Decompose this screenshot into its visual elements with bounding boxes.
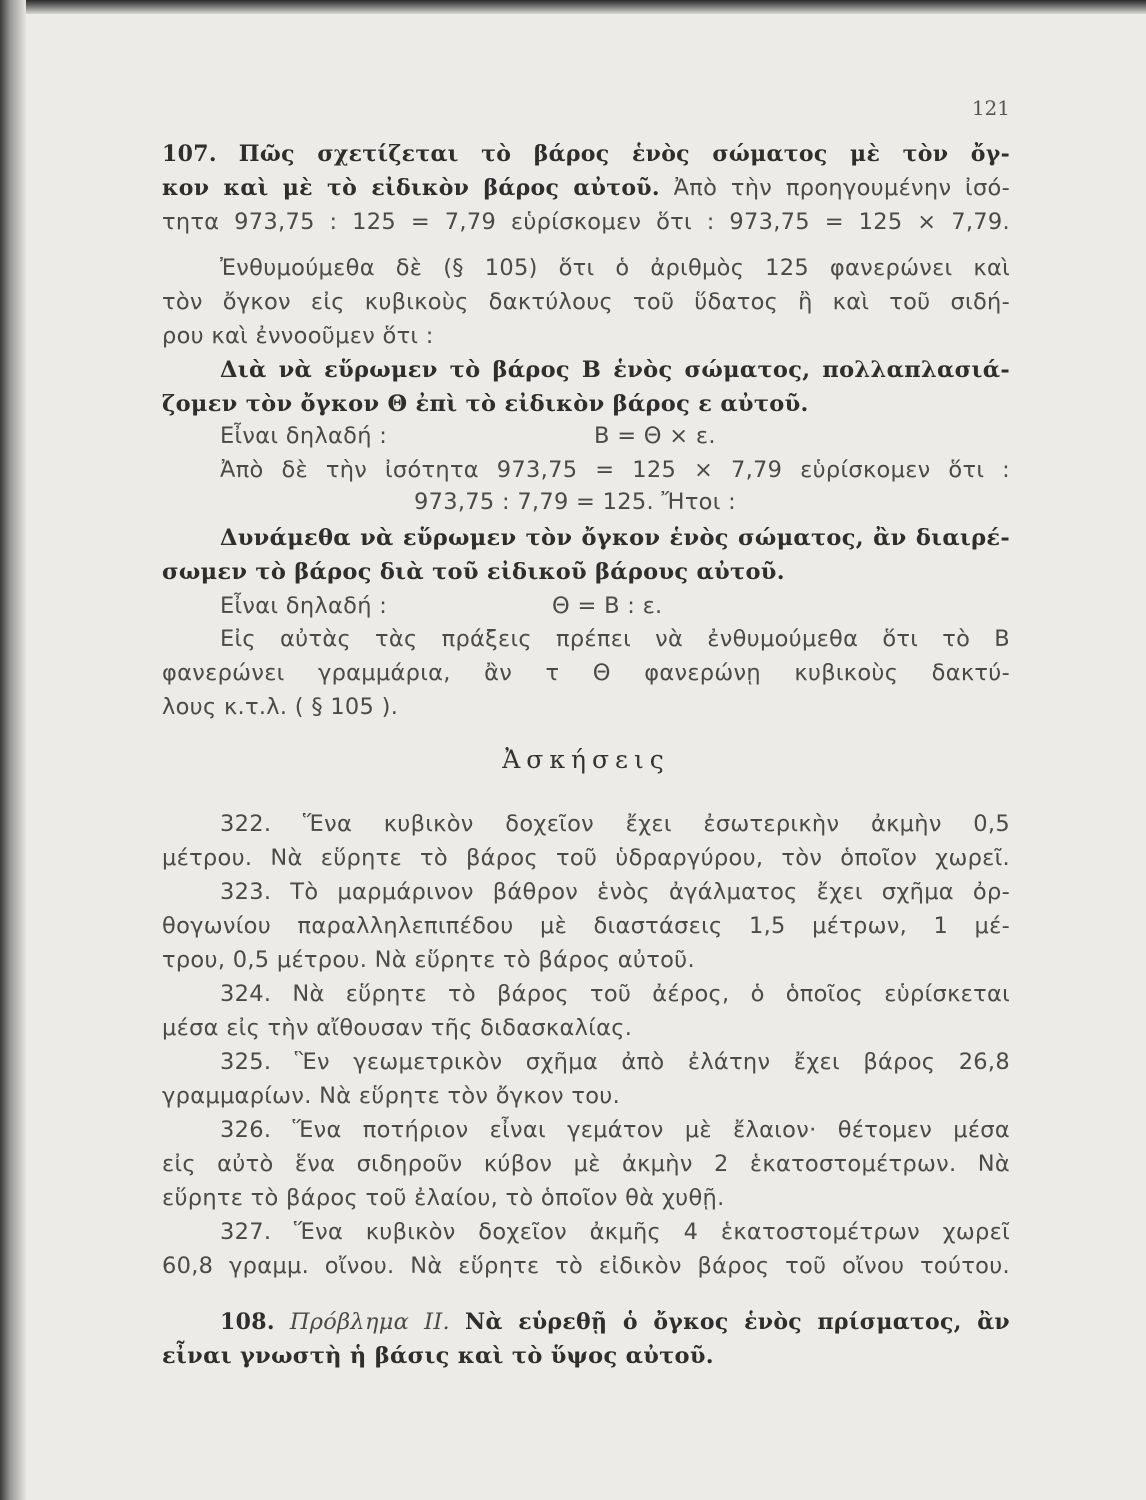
exercise-line: 325. Ἓν γεωμετρικὸν σχῆμα ἀπὸ ἐλάτην ἔχει βάρος 26,8	[220, 1049, 1010, 1075]
exercise-line: 60,8 γραμμ. οἴνου. Νὰ εὕρητε τὸ εἰδικὸν βάρος τοῦ οἴνου τούτου.	[162, 1253, 1010, 1279]
rule-1-line-2: ζομεν τὸν ὄγκον Θ ἐπὶ τὸ εἰδικὸν βάρος ε αὐτοῦ.	[162, 391, 809, 417]
body-line: ρου καὶ ἐννοοῦμεν ὅτι :	[162, 323, 434, 349]
equation-1: Β = Θ × ε.	[594, 423, 716, 449]
equation-2: Θ = Β : ε.	[552, 593, 663, 619]
body-line: Ἀπὸ δὲ τὴν ἰσότητα 973,75 = 125 × 7,79 εὑρίσκομεν ὅτι :	[220, 457, 1010, 483]
section-107-title-b: κον καὶ μὲ τὸ εἰδικὸν βάρος αὐτοῦ.	[162, 175, 660, 201]
exercise-line: 323. Τὸ μαρμάρινον βάθρον ἑνὸς ἀγάλματος ἔχει σχῆμα ὀρ-	[220, 879, 1010, 905]
body-line: 973,75 : 7,79 = 125. Ἤτοι :	[414, 489, 736, 515]
section-107-title-a: Πῶς σχετίζεται τὸ βάρος ἑνὸς σώματος μὲ τὸν ὄγ-	[238, 141, 1010, 167]
body-line: Εἰς αὐτὰς τὰς πράξεις πρέπει νὰ ἐνθυμούμεθα ὅτι τὸ Β	[220, 626, 1010, 652]
exercises-heading: Ἀσκήσεις	[502, 745, 670, 774]
scan-left-edge	[0, 0, 26, 1500]
exercise-line: 324. Νὰ εὕρητε τὸ βάρος τοῦ ἀέρος, ὁ ὁποῖος εὑρίσκεται	[220, 981, 1010, 1007]
exercise-line: μέτρου. Νὰ εὕρητε τὸ βάρος τοῦ ὑδραργύρου, τὸν ὁποῖον χωρεῖ.	[162, 845, 1010, 871]
equation-1-label: Εἶναι δηλαδή :	[220, 423, 388, 449]
exercise-line: εἰς αὐτὸ ἕνα σιδηροῦν κύβον μὲ ἀκμὴν 2 ἑκατοστομέτρων. Νὰ	[162, 1151, 1010, 1177]
rule-2-line-2: σωμεν τὸ βάρος διὰ τοῦ εἰδικοῦ βάρους αὐτοῦ.	[162, 559, 785, 585]
exercise-line: μέσα εἰς τὴν αἴθουσαν τῆς διδασκαλίας.	[162, 1015, 633, 1041]
rule-2-line-1: Δυνάμεθα νὰ εὕρωμεν τὸν ὄγκον ἑνὸς σώματος, ἂν διαιρέ-	[220, 525, 1010, 551]
body-line: Ἐνθυμούμεθα δὲ (§ 105) ὅτι ὁ ἀριθμὸς 125 φανερώνει καὶ	[220, 255, 1010, 281]
section-108-heading-line-2: εἶναι γνωστὴ ἡ βάσις καὶ τὸ ὕψος αὐτοῦ.	[162, 1343, 714, 1369]
section-108-heading-line-1	[162, 1305, 1010, 1339]
exercise-line: θογωνίου παραλληλεπιπέδου μὲ διαστάσεις 1,5 μέτρων, 1 μέ-	[162, 913, 1010, 939]
scan-top-edge	[0, 0, 1146, 14]
exercise-line: 327. Ἕνα κυβικὸν δοχεῖον ἀκμῆς 4 ἑκατοστομέτρων χωρεῖ	[220, 1219, 1010, 1245]
section-107-text: Ἀπὸ τὴν προηγουμένην ἰσό-	[673, 175, 1011, 201]
body-line: λους κ.τ.λ. ( § 105 ).	[162, 694, 399, 720]
section-107-heading-line-2	[162, 171, 1010, 205]
body-line: τητα 973,75 : 125 = 7,79 εὑρίσκομεν ὅτι : 973,75 = 125 × 7,79.	[162, 209, 1010, 235]
rule-1-line-1: Διὰ νὰ εὕρωμεν τὸ βάρος Β ἑνὸς σώματος, πολλαπλασιά-	[220, 357, 1010, 383]
exercise-line: εὕρητε τὸ βάρος τοῦ ἐλαίου, τὸ ὁποῖον θὰ χυθῇ.	[162, 1185, 725, 1211]
section-108-number: 108.	[220, 1309, 275, 1335]
body-line: τὸν ὄγκον εἰς κυβικοὺς δακτύλους τοῦ ὕδατος ἢ καὶ τοῦ σιδή-	[162, 289, 1010, 315]
exercise-line: 326. Ἕνα ποτήριον εἶναι γεμάτον μὲ ἔλαιον· θέτομεν μέσα	[220, 1117, 1010, 1143]
exercise-line: τρου, 0,5 μέτρου. Νὰ εὕρητε τὸ βάρος αὐτοῦ.	[162, 947, 695, 973]
equation-2-row	[162, 589, 1010, 623]
section-107-heading-line-1	[162, 137, 1010, 171]
section-107-number: 107.	[162, 141, 217, 167]
section-108-label: Πρόβλημα ΙΙ.	[289, 1309, 451, 1335]
body-line: φανερώνει γραμμάρια, ἂν τ Θ φανερώνῃ κυβικοὺς δακτύ-	[162, 660, 1010, 686]
exercise-line: 322. Ἕνα κυβικὸν δοχεῖον ἔχει ἐσωτερικὴν ἀκμὴν 0,5	[220, 811, 1010, 837]
section-108-title-a: Νὰ εὑρεθῇ ὁ ὄγκος ἑνὸς πρίσματος, ἂν	[465, 1309, 1010, 1335]
equation-1-row	[162, 419, 1010, 453]
page-number: 121	[971, 96, 1010, 120]
equation-2-label: Εἶναι δηλαδή :	[220, 593, 388, 619]
exercise-line: γραμμαρίων. Νὰ εὕρητε τὸν ὄγκον του.	[162, 1083, 621, 1109]
